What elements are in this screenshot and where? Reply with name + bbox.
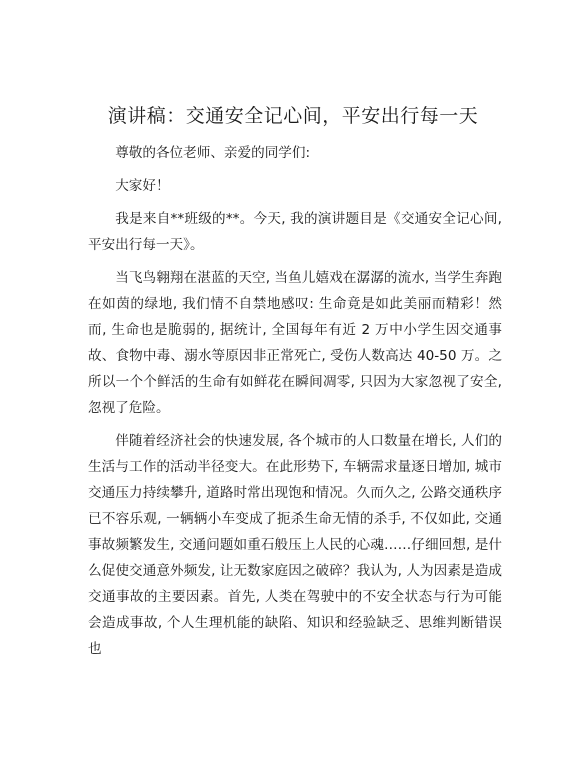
salutation-paragraph: 尊敬的各位老师、亲爱的同学们:	[115, 145, 311, 161]
greeting-paragraph: 大家好！	[115, 178, 170, 194]
document-title: 演讲稿：交通安全记心间，平安出行每一天	[107, 105, 479, 127]
intro-paragraph: 我是来自**班级的**。今天, 我的演讲题目是《交通安全记心间, 平安出行每一天》。	[88, 211, 502, 253]
document-body	[88, 140, 502, 669]
body-paragraph-traffic: 伴随着经济社会的快速发展, 各个城市的人口数量在增长, 人们的生活与工作的活动半径变大。在此形势下, 车辆需求量逐日增加, 城市交通压力持续攀升, 道路时常出现饱和情况。久而久之, 公路交通秩序已不容乐观, 一辆辆小车变成了扼杀生命无情的杀手, 不仅如此, 交通事故频繁发生, 交通问题如重石般压上人民的心魂……仔细回想, 是什么促使交通意外频发, 让无数家庭因之破碎？我认为, 人为因素是造成交通事故的主要因素。首先, 人类在驾驶中的不安全状态与行为可能会造成事故, 个人生理机能的缺陷、知识和经验缺乏、思维判断错误也	[88, 433, 502, 657]
body-paragraph-life: 当飞鸟翱翔在湛蓝的天空, 当鱼儿嬉戏在潺潺的流水, 当学生奔跑在如茵的绿地, 我们情不自禁地感叹: 生命竟是如此美丽而精彩！然而, 生命也是脆弱的, 据统计, 全国每年有近 2 万中小学生因交通事故、食物中毒、溺水等原因非正常死亡, 受伤人数高达 40-50 万。之所以一个个鲜活的生命有如鲜花在瞬间凋零, 只因为大家忽视了安全, 忽视了危险。	[88, 270, 502, 416]
